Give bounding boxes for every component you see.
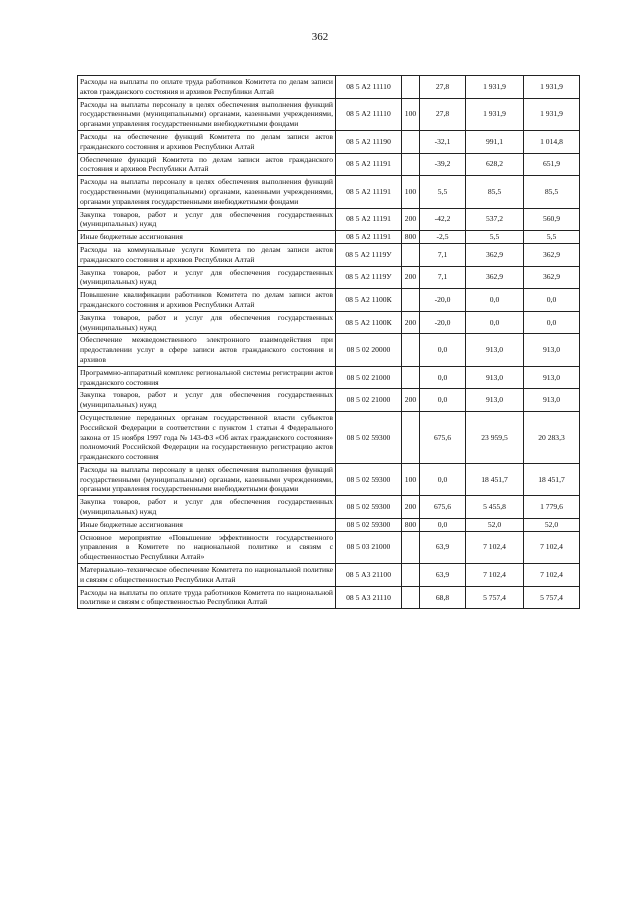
table-row	[78, 289, 580, 312]
row-amount-change: 0,0	[420, 463, 466, 495]
table-row	[78, 208, 580, 231]
row-expense-type: 200	[402, 208, 420, 231]
row-amount-change: 7,1	[420, 266, 466, 289]
row-expense-type	[402, 130, 420, 153]
row-amount-next-year: 85,5	[524, 176, 580, 208]
row-amount-current-year: 362,9	[466, 266, 524, 289]
row-expense-type: 100	[402, 176, 420, 208]
row-description: Обеспечение межведомственного электронного взаимодействия при предоставлении услуг в сфере записи актов гражданского состояния и архивов	[78, 334, 336, 366]
row-target-code: 08 5 А2 1100К	[336, 289, 402, 312]
row-amount-change: 0,0	[420, 389, 466, 412]
table-row	[78, 176, 580, 208]
row-description: Повышение квалификации работников Комитета по делам записи актов гражданского состояния и архивов Республики Алтай	[78, 289, 336, 312]
table-row	[78, 266, 580, 289]
row-amount-current-year: 991,1	[466, 130, 524, 153]
row-target-code: 08 5 02 59300	[336, 411, 402, 463]
row-target-code: 08 5 02 59300	[336, 496, 402, 519]
row-expense-type: 100	[402, 98, 420, 130]
row-amount-change: 63,9	[420, 564, 466, 587]
row-amount-next-year: 362,9	[524, 243, 580, 266]
row-expense-type	[402, 153, 420, 176]
table-row	[78, 76, 580, 99]
row-amount-next-year: 560,9	[524, 208, 580, 231]
row-amount-current-year: 628,2	[466, 153, 524, 176]
table-row	[78, 518, 580, 531]
row-amount-current-year: 18 451,7	[466, 463, 524, 495]
row-target-code: 08 5 А2 11190	[336, 130, 402, 153]
row-expense-type: 100	[402, 463, 420, 495]
table-row	[78, 98, 580, 130]
table-row	[78, 366, 580, 389]
row-amount-next-year: 1 931,9	[524, 76, 580, 99]
table-row	[78, 389, 580, 412]
row-amount-next-year: 7 102,4	[524, 531, 580, 563]
row-target-code: 08 5 02 21000	[336, 389, 402, 412]
row-target-code: 08 5 А2 1119У	[336, 266, 402, 289]
row-amount-next-year: 52,0	[524, 518, 580, 531]
row-description: Расходы на обеспечение функций Комитета по делам записи актов гражданского состояния и архивов Республики Алтай	[78, 130, 336, 153]
row-amount-current-year: 1 931,9	[466, 98, 524, 130]
row-description: Иные бюджетные ассигнования	[78, 518, 336, 531]
row-expense-type	[402, 586, 420, 609]
row-target-code: 08 5 А2 11191	[336, 176, 402, 208]
row-description: Иные бюджетные ассигнования	[78, 231, 336, 244]
row-description: Закупка товаров, работ и услуг для обеспечения государственных (муниципальных) нужд	[78, 496, 336, 519]
row-description: Материально–техническое обеспечение Комитета по национальной политике и связям с общественностью Республики Алтай	[78, 564, 336, 587]
row-description: Обеспечение функций Комитета по делам записи актов гражданского состояния и архивов Республики Алтай	[78, 153, 336, 176]
row-amount-current-year: 5,5	[466, 231, 524, 244]
page-number: 362	[311, 31, 329, 43]
row-amount-change: 0,0	[420, 334, 466, 366]
table-row	[78, 531, 580, 563]
row-amount-next-year: 362,9	[524, 266, 580, 289]
row-amount-change: -42,2	[420, 208, 466, 231]
row-amount-next-year: 1 779,6	[524, 496, 580, 519]
row-description: Программно-аппаратный комплекс региональной системы регистрации актов гражданского состояния	[78, 366, 336, 389]
row-amount-current-year: 23 959,5	[466, 411, 524, 463]
row-amount-current-year: 1 931,9	[466, 76, 524, 99]
row-expense-type	[402, 76, 420, 99]
row-amount-current-year: 52,0	[466, 518, 524, 531]
row-amount-current-year: 0,0	[466, 311, 524, 334]
row-description: Закупка товаров, работ и услуг для обеспечения государственных (муниципальных) нужд	[78, 311, 336, 334]
table-row	[78, 496, 580, 519]
row-amount-current-year: 913,0	[466, 334, 524, 366]
row-amount-next-year: 7 102,4	[524, 564, 580, 587]
row-amount-change: 68,8	[420, 586, 466, 609]
row-target-code: 08 5 А3 21100	[336, 564, 402, 587]
row-description: Расходы на выплаты персоналу в целях обеспечения выполнения функций государственными (муниципальными) органами, казенными учреждениями, органами управления государственными внебюджетными фондами	[78, 463, 336, 495]
table-row	[78, 311, 580, 334]
row-amount-current-year: 913,0	[466, 389, 524, 412]
row-target-code: 08 5 А2 1100К	[336, 311, 402, 334]
table-row	[78, 243, 580, 266]
row-expense-type	[402, 366, 420, 389]
row-target-code: 08 5 02 21000	[336, 366, 402, 389]
row-expense-type: 800	[402, 518, 420, 531]
row-amount-next-year: 1 931,9	[524, 98, 580, 130]
table-row	[78, 411, 580, 463]
row-description: Расходы на коммунальные услуги Комитета по делам записи актов гражданского состояния и архивов Республики Алтай	[78, 243, 336, 266]
row-expense-type	[402, 531, 420, 563]
row-target-code: 08 5 А2 11191	[336, 208, 402, 231]
row-amount-change: 63,9	[420, 531, 466, 563]
row-description: Основное мероприятие «Повышение эффективности государственного управления в Комитете по национальной политике и связям с общественностью Республики Алтай»	[78, 531, 336, 563]
row-amount-next-year: 0,0	[524, 311, 580, 334]
row-amount-current-year: 85,5	[466, 176, 524, 208]
row-amount-change: 27,8	[420, 76, 466, 99]
row-amount-change: -20,0	[420, 311, 466, 334]
row-amount-next-year: 5 757,4	[524, 586, 580, 609]
row-amount-next-year: 20 283,3	[524, 411, 580, 463]
row-amount-next-year: 913,0	[524, 334, 580, 366]
table-row	[78, 130, 580, 153]
row-amount-current-year: 0,0	[466, 289, 524, 312]
row-target-code: 08 5 02 59300	[336, 463, 402, 495]
row-expense-type: 200	[402, 311, 420, 334]
row-target-code: 08 5 А2 11191	[336, 153, 402, 176]
budget-table	[77, 75, 580, 609]
row-expense-type: 200	[402, 496, 420, 519]
row-amount-current-year: 913,0	[466, 366, 524, 389]
row-amount-current-year: 537,2	[466, 208, 524, 231]
row-amount-next-year: 1 014,8	[524, 130, 580, 153]
table-row	[78, 463, 580, 495]
row-amount-change: 0,0	[420, 518, 466, 531]
row-amount-change: -20,0	[420, 289, 466, 312]
row-expense-type: 200	[402, 389, 420, 412]
row-target-code: 08 5 02 59300	[336, 518, 402, 531]
row-amount-next-year: 651,9	[524, 153, 580, 176]
row-amount-current-year: 5 757,4	[466, 586, 524, 609]
row-expense-type: 800	[402, 231, 420, 244]
row-expense-type	[402, 334, 420, 366]
row-expense-type: 200	[402, 266, 420, 289]
table-row	[78, 586, 580, 609]
row-amount-next-year: 5,5	[524, 231, 580, 244]
row-amount-current-year: 362,9	[466, 243, 524, 266]
row-description: Расходы на выплаты по оплате труда работников Комитета по национальной политике и связям с общественностью Республики Алтай	[78, 586, 336, 609]
row-expense-type	[402, 243, 420, 266]
row-amount-change: 675,6	[420, 411, 466, 463]
table-row	[78, 153, 580, 176]
row-target-code: 08 5 А2 11191	[336, 231, 402, 244]
row-amount-change: 27,8	[420, 98, 466, 130]
row-amount-change: -39,2	[420, 153, 466, 176]
row-amount-current-year: 5 455,8	[466, 496, 524, 519]
row-amount-next-year: 0,0	[524, 289, 580, 312]
row-amount-change: 0,0	[420, 366, 466, 389]
row-target-code: 08 5 А2 11110	[336, 98, 402, 130]
row-expense-type	[402, 289, 420, 312]
row-amount-current-year: 7 102,4	[466, 564, 524, 587]
table-row	[78, 564, 580, 587]
table-row	[78, 231, 580, 244]
row-target-code: 08 5 А2 11110	[336, 76, 402, 99]
row-expense-type	[402, 411, 420, 463]
row-description: Закупка товаров, работ и услуг для обеспечения государственных (муниципальных) нужд	[78, 266, 336, 289]
row-description: Закупка товаров, работ и услуг для обеспечения государственных (муниципальных) нужд	[78, 389, 336, 412]
row-target-code: 08 5 А3 21110	[336, 586, 402, 609]
row-description: Расходы на выплаты по оплате труда работников Комитета по делам записи актов гражданского состояния и архивов Республики Алтай	[78, 76, 336, 99]
row-description: Осуществление переданных органам государственной власти субъектов Российской Федерации в соответствии с пунктом 1 статьи 4 Федерального закона от 15 ноября 1997 года № 143-ФЗ «Об актах гражданского состояния» полномочий Российской Федерации на государственную регистрацию актов гражданского состояния	[78, 411, 336, 463]
row-target-code: 08 5 03 21000	[336, 531, 402, 563]
row-amount-change: 5,5	[420, 176, 466, 208]
row-amount-current-year: 7 102,4	[466, 531, 524, 563]
row-amount-change: -2,5	[420, 231, 466, 244]
row-amount-change: 7,1	[420, 243, 466, 266]
row-target-code: 08 5 А2 1119У	[336, 243, 402, 266]
table-row	[78, 334, 580, 366]
row-amount-next-year: 913,0	[524, 389, 580, 412]
budget-table-body	[78, 76, 580, 609]
row-expense-type	[402, 564, 420, 587]
row-amount-next-year: 18 451,7	[524, 463, 580, 495]
row-amount-next-year: 913,0	[524, 366, 580, 389]
row-description: Расходы на выплаты персоналу в целях обеспечения выполнения функций государственными (муниципальными) органами, казенными учреждениями, органами управления государственными внебюджетными фондами	[78, 98, 336, 130]
row-amount-change: -32,1	[420, 130, 466, 153]
row-amount-change: 675,6	[420, 496, 466, 519]
row-description: Расходы на выплаты персоналу в целях обеспечения выполнения функций государственными (муниципальными) органами, казенными учреждениями, органами управления государственными внебюджетными фондами	[78, 176, 336, 208]
row-description: Закупка товаров, работ и услуг для обеспечения государственных (муниципальных) нужд	[78, 208, 336, 231]
row-target-code: 08 5 02 20000	[336, 334, 402, 366]
